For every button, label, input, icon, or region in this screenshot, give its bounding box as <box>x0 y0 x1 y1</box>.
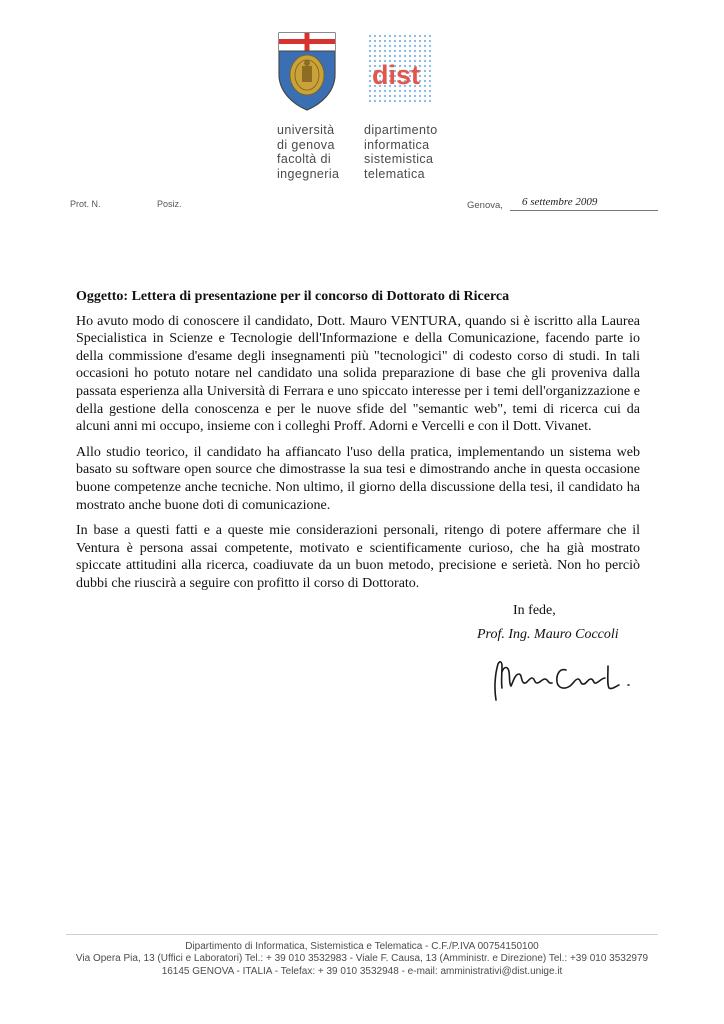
footer-address <box>40 941 684 978</box>
department-line: telematica <box>364 166 425 181</box>
closing-salutation: In fede, <box>513 603 556 618</box>
department-line: sistemistica <box>364 152 434 166</box>
letter-date: 6 settembre 2009 <box>510 196 658 211</box>
dist-department-logo <box>366 32 434 106</box>
footer-divider <box>66 934 658 935</box>
university-line: università <box>277 123 335 137</box>
university-line: ingegneria <box>277 166 340 181</box>
letter-paragraph: In base a questi fatti e a queste mie considerazioni personali, ritengo di potere affermare che il Ventura è persona assai competente, motivato e scientificamente curioso, che ha già mostrato spiccate attitudini alla ricerca, coadiuvate da un buon metodo, precisione e serietà. Non ho perciò dubbi che riuscirà a seguire con profitto il corso di Dottorato. <box>76 523 640 591</box>
department-name <box>364 123 438 181</box>
university-line: di genova <box>277 137 335 152</box>
footer-line: Via Opera Pia, 13 (Uffici e Laboratori) Tel.: + 39 010 3532983 - Viale F. Causa, 13 (Amministr. e Direzione) Tel.: +39 010 3532979 <box>75 953 649 965</box>
handwritten-signature <box>488 652 640 704</box>
signatory-name: Prof. Ing. Mauro Coccoli <box>477 627 619 642</box>
footer-line: Dipartimento di Informatica, Sistemistica e Telematica - C.F./P.IVA 00754150100 <box>185 941 539 952</box>
footer-line: 16145 GENOVA - ITALIA - Telefax: + 39 010 3532948 - e-mail: amministrativi@dist.unige.it <box>161 965 563 977</box>
university-name <box>277 123 339 181</box>
letter-paragraph: Allo studio teorico, il candidato ha affiancato l'uso della pratica, implementando un sistema web basato su software open source che dimostrasse la sua tesi e dimostrando anche in questa occasione buone competenze anche tecniche. Non ultimo, il giorno della discussione della tesi, il candidato ha mostrato anche buone doti di comunicazione. <box>76 444 640 513</box>
protocol-label: Prot. N. <box>70 199 101 209</box>
department-line: dipartimento <box>364 123 438 137</box>
letter-body <box>76 288 640 601</box>
letter-paragraph: Ho avuto modo di conoscere il candidato, Dott. Mauro VENTURA, quando si è iscritto alla Laurea Specialistica in Scienze e Tecnologie dell'Informazione e della Comunicazione, facendo parte io della commissione d'esame degli insegnamenti più "tecnologici" di codesto corso di studi. In tali occasioni ho potuto notare nel candidato una solida preparazione di base che gli proveniva dalla passata esperienza alla Università di Ferrara e uno spiccato interesse per i temi dell'organizzazione e della gestione della conoscenza e per le nuove sfide del "semantic web", temi di ricerca cui da alcuni anni mi occupo, insieme con i colleghi Proff. Adorni e Vercelli e con il Dott. Vivanet. <box>76 313 640 435</box>
university-crest-logo <box>276 30 338 112</box>
dist-logo-text: dist <box>372 60 421 90</box>
university-line: facoltà di <box>277 152 332 166</box>
position-label: Posiz. <box>157 199 182 209</box>
letter-subject: Oggetto: Lettera di presentazione per il concorso di Dottorato di Ricerca <box>76 289 510 304</box>
place-label: Genova, <box>467 200 503 211</box>
department-line: informatica <box>364 137 430 152</box>
